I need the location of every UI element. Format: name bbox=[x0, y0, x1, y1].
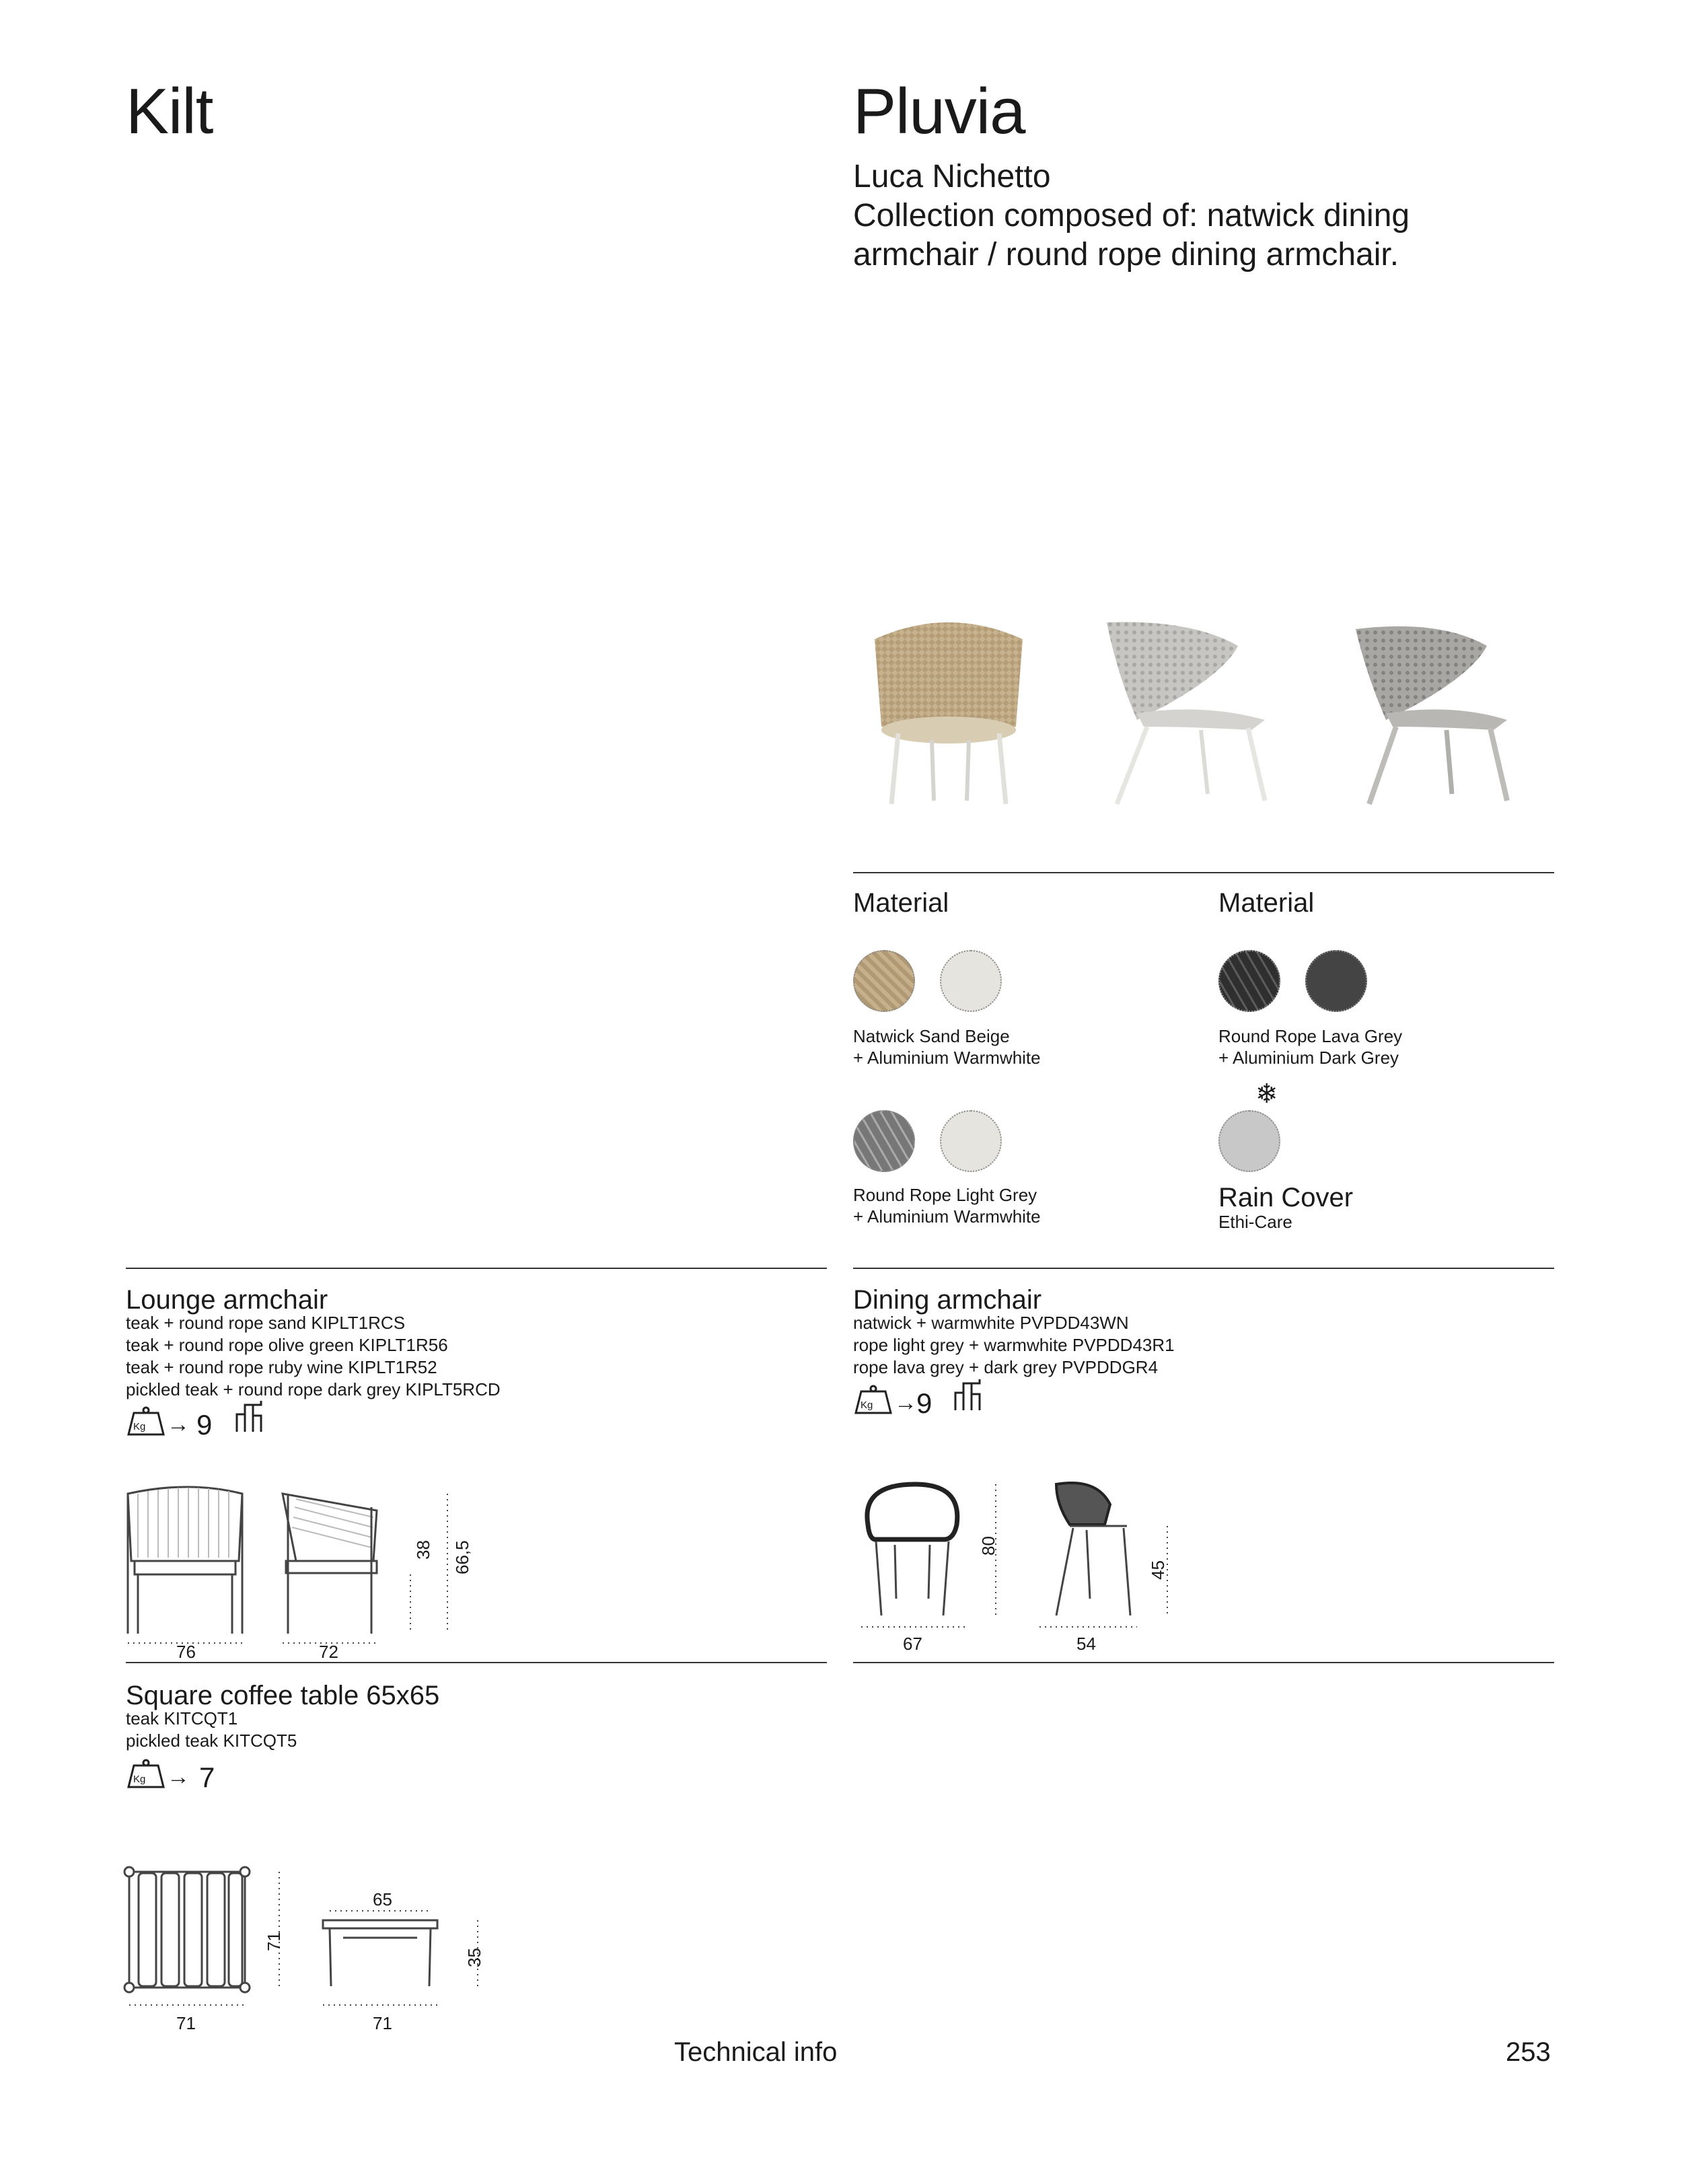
swatch-aluminium-dark-grey bbox=[1305, 950, 1367, 1012]
material-light-grey-line1: Round Rope Light Grey bbox=[853, 1185, 1037, 1205]
coffee-dim-top-width: 71 bbox=[176, 2013, 196, 2033]
pluvia-designer: Luca Nichetto bbox=[853, 159, 1051, 194]
arrow-icon: → bbox=[894, 1390, 917, 1416]
swatch-aluminium-warmwhite-2 bbox=[940, 1110, 1002, 1172]
dining-dim-seat: 45 bbox=[1148, 1560, 1168, 1580]
lounge-dim-width: 76 bbox=[176, 1642, 196, 1662]
footer-section: Technical info bbox=[674, 2037, 838, 2067]
dining-weight-value: 9 bbox=[916, 1387, 933, 1419]
coffee-weight-value: 7 bbox=[199, 1761, 215, 1793]
lounge-line-4: pickled teak + round rope dark grey KIPLT5RCD bbox=[126, 1379, 501, 1399]
stackable-icon bbox=[953, 1378, 985, 1412]
coffee-drawings bbox=[121, 1864, 498, 2025]
pluvia-title: Pluvia bbox=[853, 75, 1025, 147]
material-lava-line2: + Aluminium Dark Grey bbox=[1218, 1048, 1399, 1068]
arrow-icon: → bbox=[167, 1764, 190, 1790]
swatch-round-rope-lava-grey bbox=[1218, 950, 1280, 1012]
snowflake-icon: ❄ bbox=[1255, 1079, 1278, 1109]
coffee-title: Square coffee table 65x65 bbox=[126, 1681, 440, 1710]
weight-icon bbox=[853, 1385, 893, 1416]
material-heading-1: Material bbox=[853, 888, 949, 918]
lounge-dim-depth: 72 bbox=[319, 1642, 338, 1662]
swatch-round-rope-light-grey bbox=[853, 1110, 915, 1172]
chair-photo-light-grey bbox=[1090, 612, 1292, 807]
dining-line-2: rope light grey + warmwhite PVPDD43R1 bbox=[853, 1335, 1175, 1355]
lounge-dim-height: 66,5 bbox=[452, 1540, 472, 1574]
coffee-dim-front-top: 65 bbox=[373, 1889, 392, 1909]
dining-line-3: rope lava grey + dark grey PVPDDGR4 bbox=[853, 1357, 1159, 1377]
lounge-drawings bbox=[121, 1480, 498, 1642]
pluvia-description-line2: armchair / round rope dining armchair. bbox=[853, 237, 1399, 272]
lounge-rule bbox=[126, 1268, 827, 1269]
material-heading-2: Material bbox=[1218, 888, 1315, 918]
coffee-dim-top-depth: 71 bbox=[264, 1932, 284, 1951]
dining-dim-height: 80 bbox=[978, 1536, 998, 1556]
rain-cover-title: Rain Cover bbox=[1218, 1183, 1354, 1212]
dining-drawings bbox=[854, 1478, 1177, 1646]
swatch-aluminium-warmwhite bbox=[940, 950, 1002, 1012]
coffee-line-1: teak KITCQT1 bbox=[126, 1708, 238, 1728]
lounge-line-1: teak + round rope sand KIPLT1RCS bbox=[126, 1313, 406, 1333]
chair-photo-natwick bbox=[861, 612, 1036, 807]
dining-dim-depth: 54 bbox=[1076, 1634, 1096, 1654]
kilt-title: Kilt bbox=[126, 75, 213, 147]
lounge-title: Lounge armchair bbox=[126, 1285, 328, 1315]
weight-icon bbox=[126, 1406, 166, 1437]
lounge-dim-seat: 38 bbox=[413, 1540, 433, 1560]
coffee-rule bbox=[126, 1662, 827, 1663]
lounge-weight-value: 9 bbox=[196, 1409, 213, 1441]
material-light-grey-line2: + Aluminium Warmwhite bbox=[853, 1206, 1041, 1227]
pluvia-description-line1: Collection composed of: natwick dining bbox=[853, 198, 1410, 233]
dining-rule bbox=[853, 1268, 1554, 1269]
right-bottom-rule bbox=[853, 1662, 1554, 1663]
page-number: 253 bbox=[1506, 2037, 1551, 2067]
coffee-line-2: pickled teak KITCQT5 bbox=[126, 1731, 297, 1751]
weight-kg-label: Kg bbox=[861, 1399, 873, 1411]
dining-dim-width: 67 bbox=[903, 1634, 922, 1654]
swatch-rain-cover bbox=[1218, 1110, 1280, 1172]
coffee-dim-height: 35 bbox=[464, 1948, 484, 1967]
chair-photo-lava-grey bbox=[1339, 612, 1541, 807]
weight-icon bbox=[126, 1759, 166, 1790]
weight-kg-label: Kg bbox=[133, 1421, 146, 1432]
lounge-line-3: teak + round rope ruby wine KIPLT1R52 bbox=[126, 1357, 437, 1377]
weight-kg-label: Kg bbox=[133, 1774, 146, 1785]
dining-title: Dining armchair bbox=[853, 1285, 1042, 1315]
arrow-icon: → bbox=[167, 1412, 190, 1437]
material-lava-line1: Round Rope Lava Grey bbox=[1218, 1026, 1403, 1046]
rain-cover-subtitle: Ethi-Care bbox=[1218, 1212, 1292, 1232]
dining-line-1: natwick + warmwhite PVPDD43WN bbox=[853, 1313, 1129, 1333]
material-rule bbox=[853, 872, 1554, 873]
swatch-natwick-sand-beige bbox=[853, 950, 915, 1012]
material-natwick-line2: + Aluminium Warmwhite bbox=[853, 1048, 1041, 1068]
material-natwick-line1: Natwick Sand Beige bbox=[853, 1026, 1010, 1046]
coffee-dim-front-width: 71 bbox=[373, 2013, 392, 2033]
stackable-icon bbox=[234, 1399, 266, 1433]
lounge-line-2: teak + round rope olive green KIPLT1R56 bbox=[126, 1335, 448, 1355]
